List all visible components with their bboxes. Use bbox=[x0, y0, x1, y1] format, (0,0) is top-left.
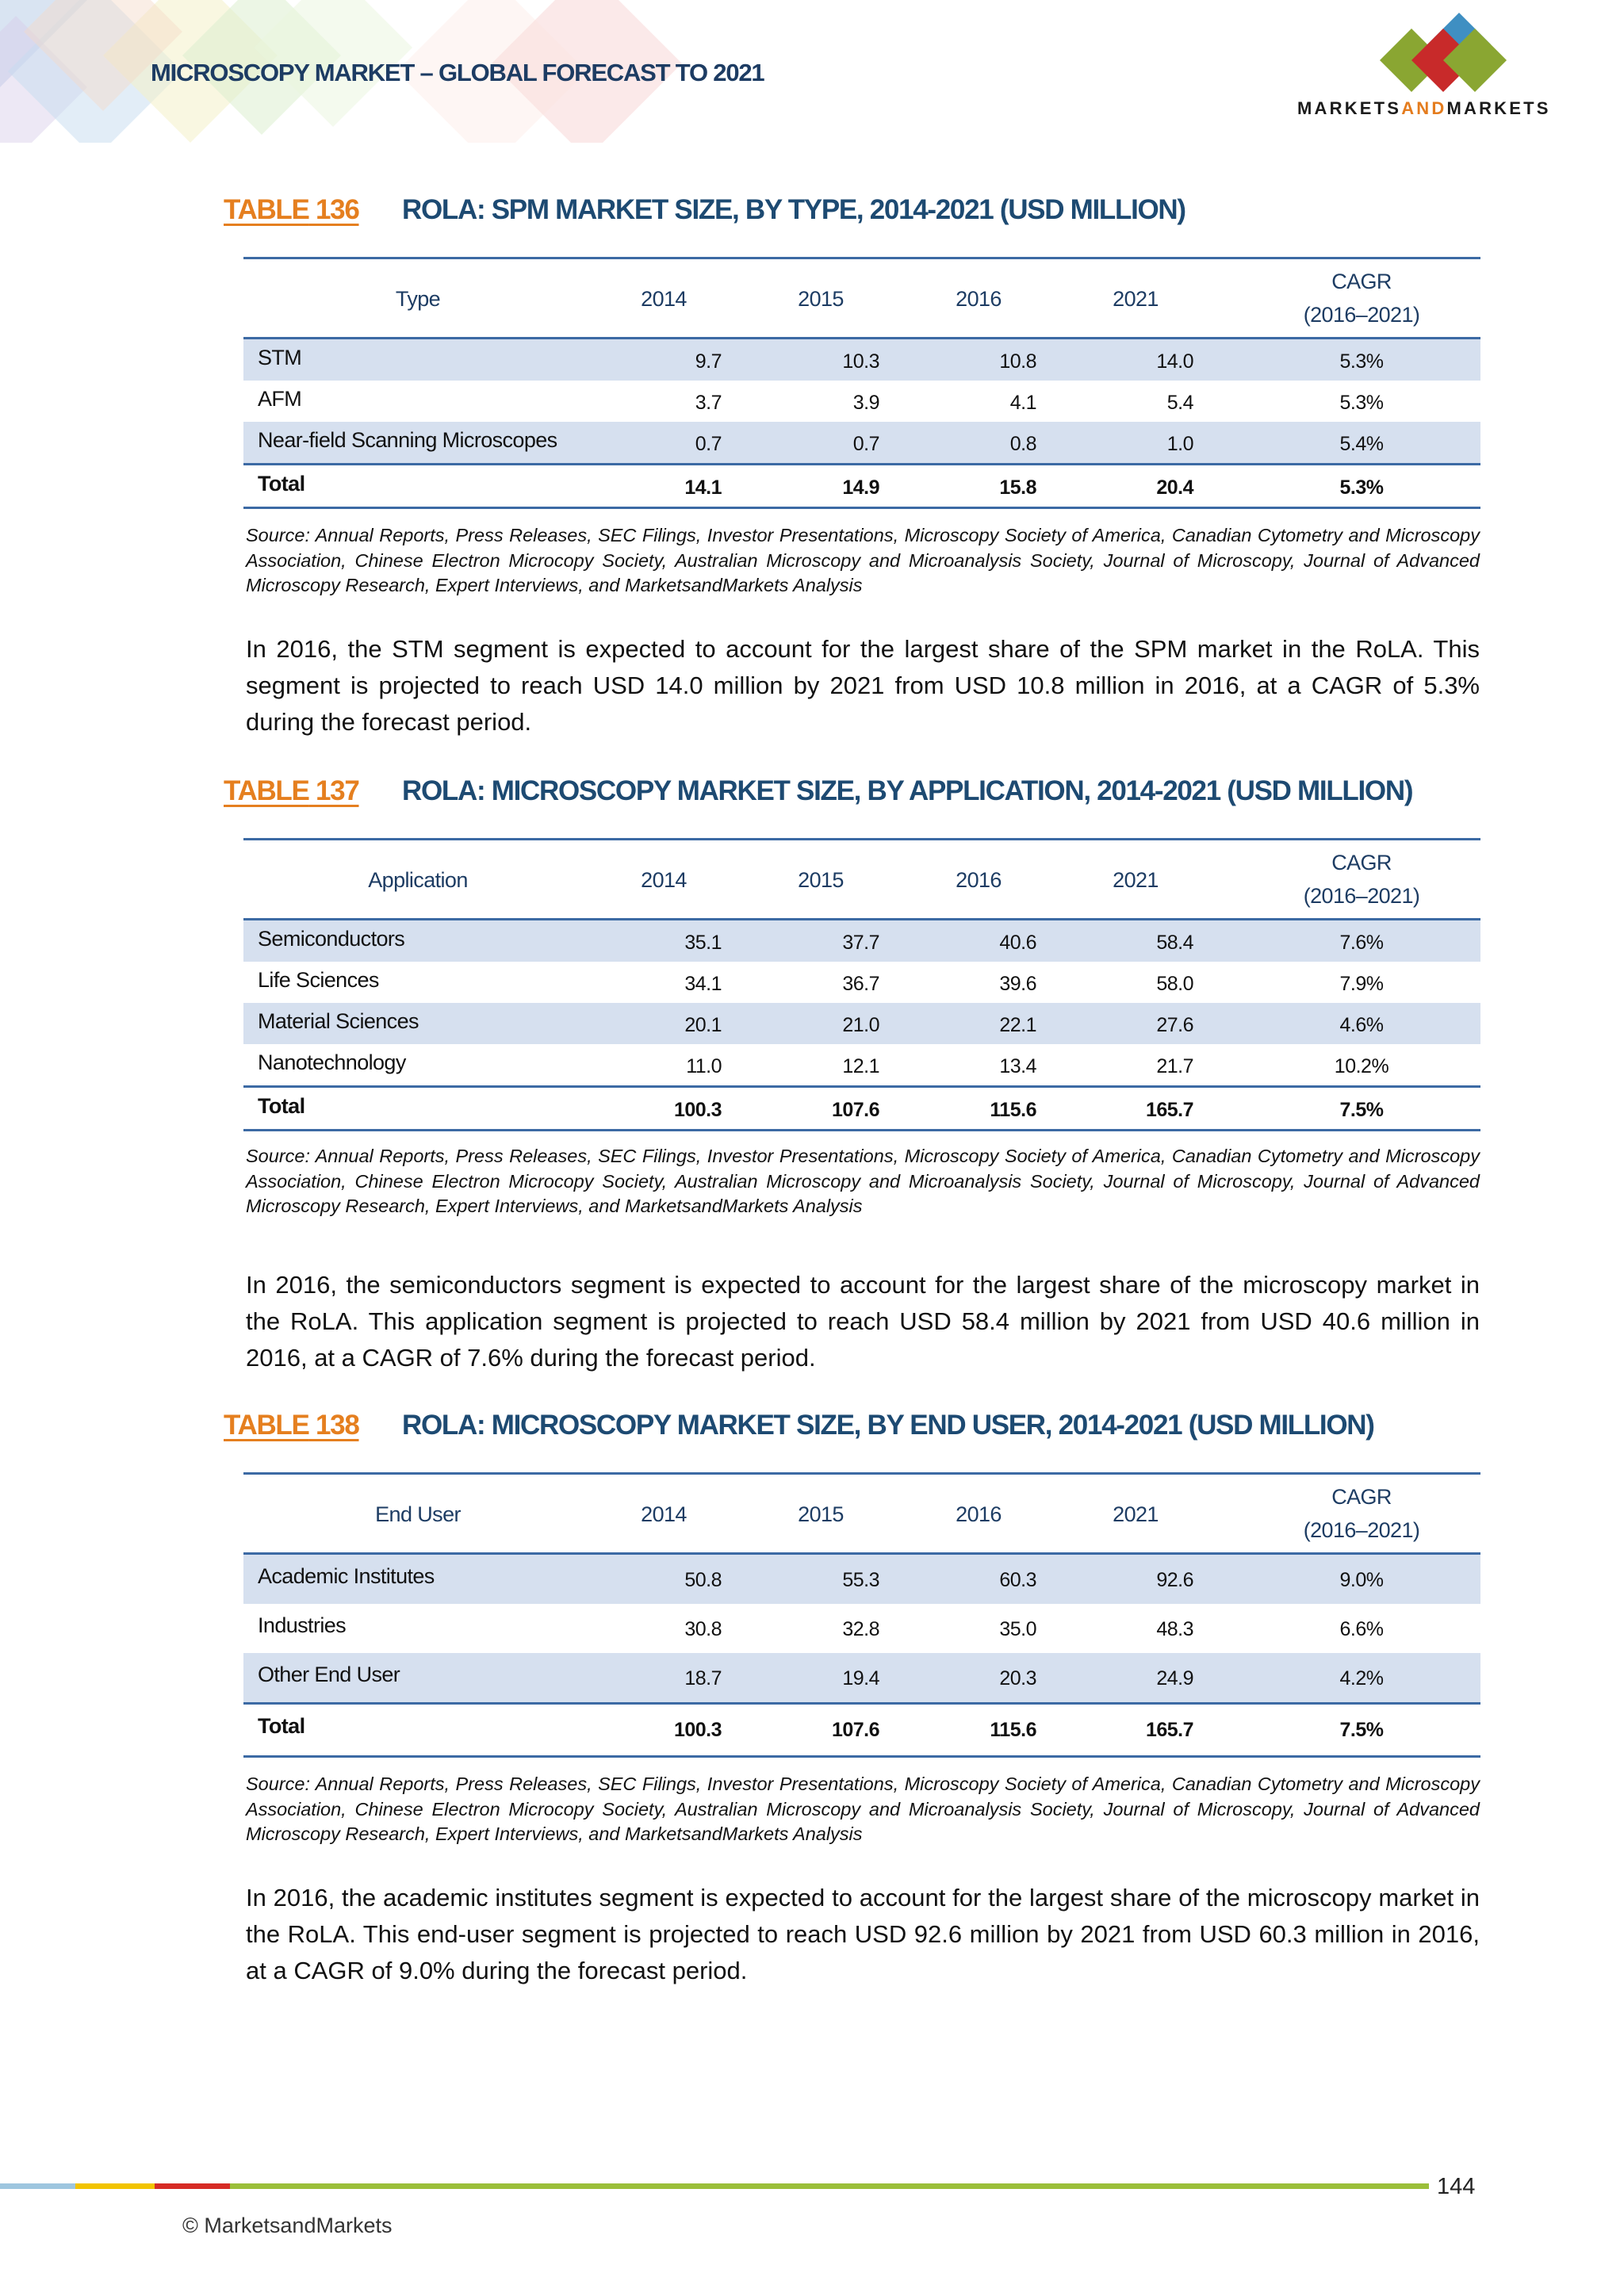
page-number: 144 bbox=[1437, 2174, 1476, 2199]
copyright-notice: © MarketsandMarkets bbox=[182, 2214, 393, 2237]
table-caption: ROLA: MICROSCOPY MARKET SIZE, BY END USER, 2014-2021 (USD MILLION) bbox=[402, 1410, 1374, 1441]
table-caption: ROLA: SPM MARKET SIZE, BY TYPE, 2014-2021 (USD MILLION) bbox=[402, 194, 1185, 225]
column-header: 2014 bbox=[641, 287, 687, 311]
column-header: 2021 bbox=[1113, 287, 1159, 311]
table-source-note: Source: Annual Reports, Press Releases, SEC Filings, Investor Presentations, Microscopy Society of America, Canadian Cytometry and Microscopy Association, Chinese Electron Microcopy Society, Australian Microscopy and Microanalysis Society, Journal of Microscopy, Journal of Advanced Microscopy Research, Expert Interviews, and MarketsandMarkets Analysis bbox=[246, 525, 1480, 595]
table-row: Material Sciences 20.1 21.0 22.1 27.6 4.6% bbox=[243, 1003, 1480, 1044]
column-header: 2015 bbox=[798, 1502, 844, 1526]
column-header: (2016–2021) bbox=[1303, 884, 1420, 908]
column-header: 2016 bbox=[956, 287, 1002, 311]
footer-bar-blue bbox=[0, 2183, 75, 2189]
column-header: Type bbox=[395, 287, 441, 311]
table-row: Academic Institutes 50.8 55.3 60.3 92.6 9.0% bbox=[243, 1555, 1480, 1604]
data-table bbox=[243, 1472, 1480, 1759]
table-label: TABLE 136 bbox=[224, 194, 359, 225]
footer-bar-red bbox=[155, 2183, 230, 2189]
column-header: 2016 bbox=[956, 1502, 1002, 1526]
column-header: 2016 bbox=[956, 868, 1002, 892]
table-total-row: Total 100.3 107.6 115.6 165.7 7.5% bbox=[258, 1094, 1384, 1121]
column-header: 2015 bbox=[798, 868, 844, 892]
table-row: Semiconductors 35.1 37.7 40.6 58.4 7.6% bbox=[243, 920, 1480, 962]
column-header: 2014 bbox=[641, 1502, 687, 1526]
marketsandmarkets-logo-icon bbox=[1348, 13, 1538, 100]
column-header: 2014 bbox=[641, 868, 687, 892]
table-row: Life Sciences 34.1 36.7 39.6 58.0 7.9% bbox=[258, 968, 1384, 995]
table-title bbox=[224, 190, 1185, 230]
logo-wordmark: MARKETSANDMARKETS bbox=[1297, 98, 1551, 118]
table-total-row: Total 14.1 14.9 15.8 20.4 5.3% bbox=[258, 472, 1384, 499]
table-total-row: Total 100.3 107.6 115.6 165.7 7.5% bbox=[258, 1714, 1384, 1741]
table-row: STM 9.7 10.3 10.8 14.0 5.3% bbox=[243, 339, 1480, 381]
column-header: (2016–2021) bbox=[1303, 303, 1420, 327]
column-header: End User bbox=[375, 1502, 461, 1526]
body-paragraph: In 2016, the academic institutes segment is expected to account for the largest share of the microscopy market in the RoLA. This end-user segment is projected to reach USD 92.6 million by 2021 from USD 60.3 million in 2016, at a CAGR of 9.0% during the forecast period. bbox=[246, 1884, 1480, 1984]
table-label: TABLE 137 bbox=[224, 775, 359, 806]
column-header: Application bbox=[368, 868, 468, 892]
column-header: CAGR bbox=[1331, 851, 1392, 874]
document-title: MICROSCOPY MARKET – GLOBAL FORECAST TO 2021 bbox=[151, 59, 764, 86]
table-row: Other End User 18.7 19.4 20.3 24.9 4.2% bbox=[243, 1653, 1480, 1702]
table-caption: ROLA: MICROSCOPY MARKET SIZE, BY APPLICATION, 2014-2021 (USD MILLION) bbox=[402, 775, 1413, 806]
table-row: Near-field Scanning Microscopes 0.7 0.7 0.8 1.0 5.4% bbox=[243, 422, 1480, 463]
table-source-note: Source: Annual Reports, Press Releases, SEC Filings, Investor Presentations, Microscopy Society of America, Canadian Cytometry and Microscopy Association, Chinese Electron Microcopy Society, Australian Microscopy and Microanalysis Society, Journal of Microscopy, Journal of Advanced Microscopy Research, Expert Interviews, and MarketsandMarkets Analysis bbox=[246, 1146, 1480, 1216]
table-source-note: Source: Annual Reports, Press Releases, SEC Filings, Investor Presentations, Microscopy Society of America, Canadian Cytometry and Microscopy Association, Chinese Electron Microcopy Society, Australian Microscopy and Microanalysis Society, Journal of Microscopy, Journal of Advanced Microscopy Research, Expert Interviews, and MarketsandMarkets Analysis bbox=[246, 1774, 1480, 1844]
column-header: 2015 bbox=[798, 287, 844, 311]
table-title bbox=[224, 771, 1413, 811]
column-header: CAGR bbox=[1331, 270, 1392, 293]
body-paragraph: In 2016, the semiconductors segment is expected to account for the largest share of the microscopy market in the RoLA. This application segment is projected to reach USD 58.4 million by 2021 from USD 40.6 million in 2016, at a CAGR of 7.6% during the forecast period. bbox=[246, 1271, 1480, 1372]
table-row: Nanotechnology 11.0 12.1 13.4 21.7 10.2% bbox=[258, 1050, 1389, 1077]
table-title bbox=[224, 1406, 1374, 1445]
table-row: Industries 30.8 32.8 35.0 48.3 6.6% bbox=[258, 1613, 1384, 1640]
data-table bbox=[243, 838, 1480, 1131]
column-header: (2016–2021) bbox=[1303, 1518, 1420, 1542]
column-header: 2021 bbox=[1113, 1502, 1159, 1526]
footer-bar-green bbox=[230, 2183, 1429, 2189]
footer-bar-yellow bbox=[75, 2183, 155, 2189]
table-label: TABLE 138 bbox=[224, 1410, 359, 1441]
column-header: 2021 bbox=[1113, 868, 1159, 892]
data-table bbox=[243, 257, 1480, 499]
column-header: CAGR bbox=[1331, 1485, 1392, 1509]
table-row: AFM 3.7 3.9 4.1 5.4 5.3% bbox=[258, 387, 1384, 414]
body-paragraph: In 2016, the STM segment is expected to account for the largest share of the SPM market in the RoLA. This segment is projected to reach USD 14.0 million by 2021 from USD 10.8 million in 2016, at a CAGR of 5.3% during the forecast period. bbox=[246, 635, 1480, 736]
